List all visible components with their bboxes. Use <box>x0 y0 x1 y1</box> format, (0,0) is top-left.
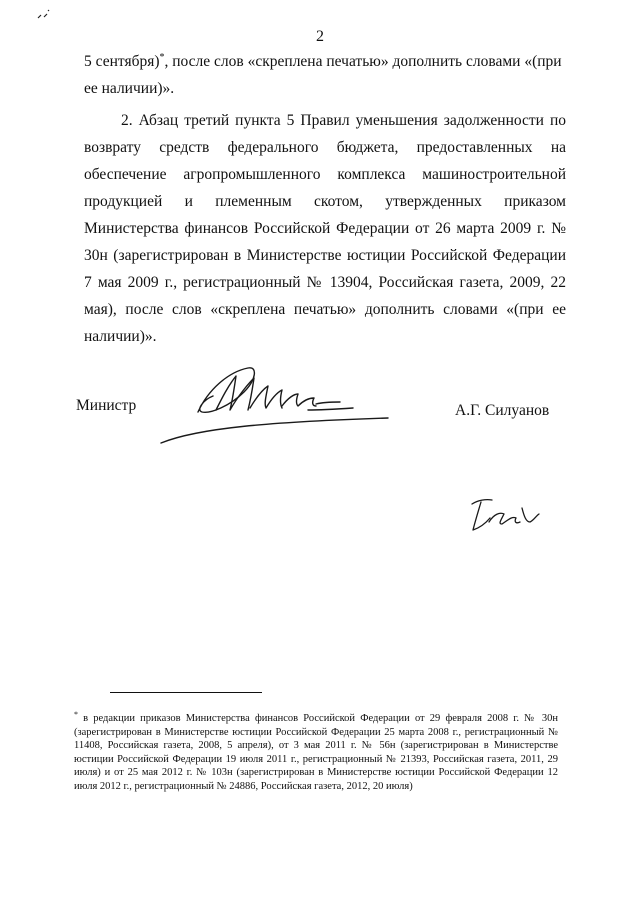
footnote-divider <box>110 692 262 693</box>
paragraph-2: 2. Абзац третий пункта 5 Правил уменьшения задолженности по возврату средств федерального бюджета, предоставленных на обеспечение агропромышленного комплекса машиностроительной продукцией и племенным скотом, утвержденных приказом Министерства финансов Российской Федерации от 26 марта 2009 г. № 30н (зарегистрирован в Министерстве юстиции Российской Федерации 7 мая 2009 г., регистрационный № 13904, Российская газета, 2009, 22 мая), после слов «скреплена печатью» дополнить словами «(при ее наличии)». <box>84 112 566 345</box>
minister-title: Министр <box>76 397 137 414</box>
footnote <box>74 708 558 794</box>
paragraph-1-text-after: , после слов «скреплена печатью» дополнить словами «(при ее наличии)». <box>84 53 562 97</box>
handwritten-signature <box>158 360 390 456</box>
corner-mark-icon <box>36 8 52 24</box>
paragraph-1 <box>84 44 566 102</box>
page-number: 2 <box>316 28 324 45</box>
footnote-mark: * <box>74 710 78 719</box>
handwritten-initials <box>464 494 542 536</box>
paragraph-1-text-before: 5 сентября) <box>84 53 160 70</box>
footnote-text: в редакции приказов Министерства финансов Российской Федерации от 29 февраля 2008 г. № 30н (зарегистрирован в Министерстве юстиции Российской Федерации 25 марта 2008 г., регистрационный № 11408, Российская газета, 2008, 5 апреля), от 3 мая 2011 г. № 56н (зарегистрирован в Министерстве юстиции Российской Федерации 19 июля 2011 г., регистрационный № 21393, Российская газета, 2011, 29 июля) и от 25 мая 2012 г. № 103н (зарегистрирован в Министерстве юстиции Российской Федерации 12 июля 2012 г., регистрационный № 24886, Российская газета, 2012, 20 июля) <box>74 713 558 792</box>
footnote-reference: * <box>159 52 165 63</box>
minister-name: А.Г. Силуанов <box>455 402 550 419</box>
